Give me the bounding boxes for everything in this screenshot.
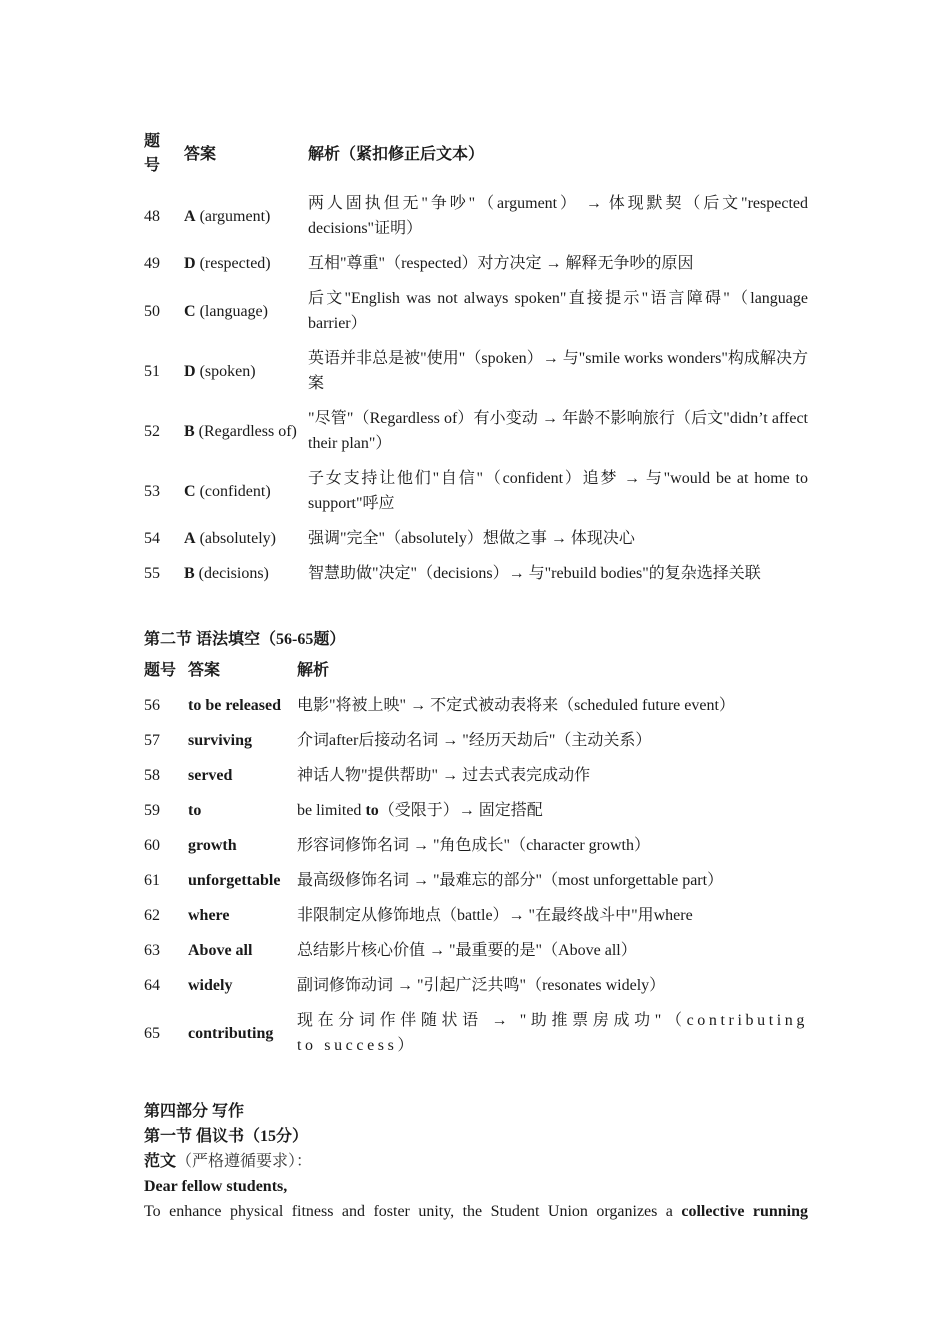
question-number: 52: [144, 422, 160, 440]
header-answer: 答案: [184, 145, 217, 163]
answer-cell: [184, 246, 308, 281]
analysis-text: （受限于）→ 固定搭配: [378, 802, 543, 819]
answer-cell: [184, 341, 308, 401]
analysis-cell: 英语并非总是被"使用"（spoken）→ 与"smile works wonders"构成解决方案: [308, 350, 808, 392]
answer-word: (language): [199, 302, 268, 320]
answer-letter: C: [184, 302, 196, 320]
question-number: 64: [144, 977, 160, 994]
table-row: [144, 461, 808, 521]
answer-cell: contributing: [188, 1024, 274, 1042]
answer-letter: D: [184, 362, 196, 380]
analysis-cell: 总结影片核心价值 → "最重要的是"（Above all）: [297, 942, 637, 959]
table-row: [144, 968, 808, 1003]
table-row: [144, 521, 808, 556]
answer-word: (argument): [199, 207, 271, 225]
table-row: [144, 863, 808, 898]
answer-cell: [184, 556, 308, 591]
table-row: [144, 688, 808, 723]
question-number: 55: [144, 565, 160, 582]
table-header-row: [144, 658, 808, 688]
header-answer: 答案: [188, 662, 221, 679]
analysis-cell: 介词after后接动名词 → "经历天劫后"（主动关系）: [297, 732, 652, 749]
analysis-cell: "尽管"（Regardless of）有小变动 → 年龄不影响旅行（后文"didn’t affect their plan"）: [308, 410, 808, 452]
answer-cell: growth: [188, 837, 237, 854]
header-number: 题号: [144, 662, 177, 679]
answer-cell: [184, 281, 308, 341]
answer-letter: B: [184, 565, 195, 582]
answer-cell: served: [188, 767, 233, 784]
header-analysis: 解析: [297, 662, 330, 679]
question-number: 60: [144, 837, 160, 854]
document-page: [144, 130, 808, 1224]
question-number: 48: [144, 207, 160, 225]
answer-table-48-55: [144, 130, 808, 591]
answer-cell: to be released: [188, 697, 282, 714]
table-row: [144, 898, 808, 933]
section-title-proposal: 第一节 倡议书（15分）: [144, 1128, 309, 1145]
table-header-row: [144, 130, 808, 186]
question-number: 62: [144, 907, 160, 924]
question-number: 58: [144, 767, 160, 784]
question-number: 51: [144, 362, 160, 380]
table-row: [144, 933, 808, 968]
answer-cell: unforgettable: [188, 872, 281, 889]
table-row: [144, 793, 808, 828]
answer-cell: [184, 401, 308, 461]
answer-letter: C: [184, 482, 196, 500]
table-row: [144, 401, 808, 461]
part-title: 第四部分 写作: [144, 1103, 245, 1120]
question-number: 61: [144, 872, 160, 889]
table-row: [144, 723, 808, 758]
answer-letter: D: [184, 255, 196, 272]
question-number: 53: [144, 482, 160, 500]
question-number: 59: [144, 802, 160, 819]
answer-cell: where: [188, 907, 230, 924]
question-number: 63: [144, 942, 160, 959]
analysis-text: be limited: [297, 802, 366, 819]
analysis-cell: 现在分词作伴随状语 → "助推票房成功"（contributing to success）: [297, 1012, 808, 1054]
header-number: 题号: [144, 133, 161, 174]
header-analysis: 解析（紧扣修正后文本）: [308, 145, 485, 163]
answer-letter: B: [184, 422, 195, 440]
section-title-grammar: 第二节 语法填空（56-65题）: [144, 631, 346, 648]
answer-word: (Regardless of): [198, 422, 297, 440]
table-row: [144, 186, 808, 246]
table-row: [144, 758, 808, 793]
table-row: [144, 828, 808, 863]
table-row: [144, 556, 808, 591]
answer-cell: [184, 521, 308, 556]
sample-note: （严格遵循要求）：: [176, 1153, 313, 1170]
sample-label: 范文: [144, 1153, 177, 1170]
answer-cell: [184, 186, 308, 246]
sample-label-line: [144, 1149, 808, 1174]
answer-letter: A: [184, 530, 196, 547]
table-row: [144, 1003, 808, 1063]
question-number: 49: [144, 255, 160, 272]
answer-word: (respected): [199, 255, 271, 272]
question-number: 54: [144, 530, 160, 547]
answer-cell: surviving: [188, 732, 253, 749]
table-row: [144, 281, 808, 341]
answer-cell: Above all: [188, 942, 253, 959]
paragraph-text: To enhance physical fitness and foster unity, the Student Union organizes a: [144, 1203, 682, 1220]
analysis-cell: 副词修饰动词 → "引起广泛共鸣"（resonates widely）: [297, 977, 666, 994]
answer-table-56-65: [144, 658, 808, 1063]
analysis-cell: 强调"完全"（absolutely）想做之事 → 体现决心: [308, 530, 635, 547]
answer-word: (decisions): [198, 565, 269, 582]
analysis-cell: 非限制定从修饰地点（battle）→ "在最终战斗中"用where: [297, 907, 693, 924]
answer-cell: [184, 461, 308, 521]
table-row: [144, 341, 808, 401]
analysis-cell: 神话人物"提供帮助" → 过去式表完成动作: [297, 767, 591, 784]
letter-paragraph: [144, 1199, 808, 1224]
answer-cell: widely: [188, 977, 233, 994]
analysis-bold-word: to: [365, 802, 379, 819]
analysis-cell: 两人固执但无"争吵"（argument） → 体现默契（后文"respected decisions"证明）: [308, 195, 808, 237]
analysis-cell: 互相"尊重"（respected）对方决定 → 解释无争吵的原因: [308, 255, 694, 272]
answer-letter: A: [184, 207, 196, 225]
question-number: 56: [144, 697, 160, 714]
table-row: [144, 246, 808, 281]
writing-section: [144, 1099, 808, 1224]
question-number: 50: [144, 302, 160, 320]
analysis-cell: 形容词修饰名词 → "角色成长"（character growth）: [297, 837, 651, 854]
analysis-cell: [297, 793, 808, 828]
question-number: 65: [144, 1024, 160, 1042]
analysis-cell: 最高级修饰名词 → "最难忘的部分"（most unforgettable part）: [297, 872, 724, 889]
answer-word: (confident): [199, 482, 271, 500]
question-number: 57: [144, 732, 160, 749]
paragraph-bold-text: collective running: [681, 1203, 808, 1220]
analysis-cell: 电影"将被上映" → 不定式被动表将来（scheduled future event）: [297, 697, 735, 714]
answer-cell: to: [188, 802, 202, 819]
analysis-cell: 后文"English was not always spoken"直接提示"语言障碍"（language barrier）: [308, 290, 808, 332]
answer-word: (spoken): [199, 362, 256, 380]
analysis-cell: 子女支持让他们"自信"（confident）追梦 → 与"would be at home to support"呼应: [308, 470, 808, 512]
analysis-cell: 智慧助做"决定"（decisions）→ 与"rebuild bodies"的复杂选择关联: [308, 565, 761, 582]
answer-word: (absolutely): [199, 530, 276, 547]
letter-greeting: Dear fellow students,: [144, 1178, 288, 1195]
